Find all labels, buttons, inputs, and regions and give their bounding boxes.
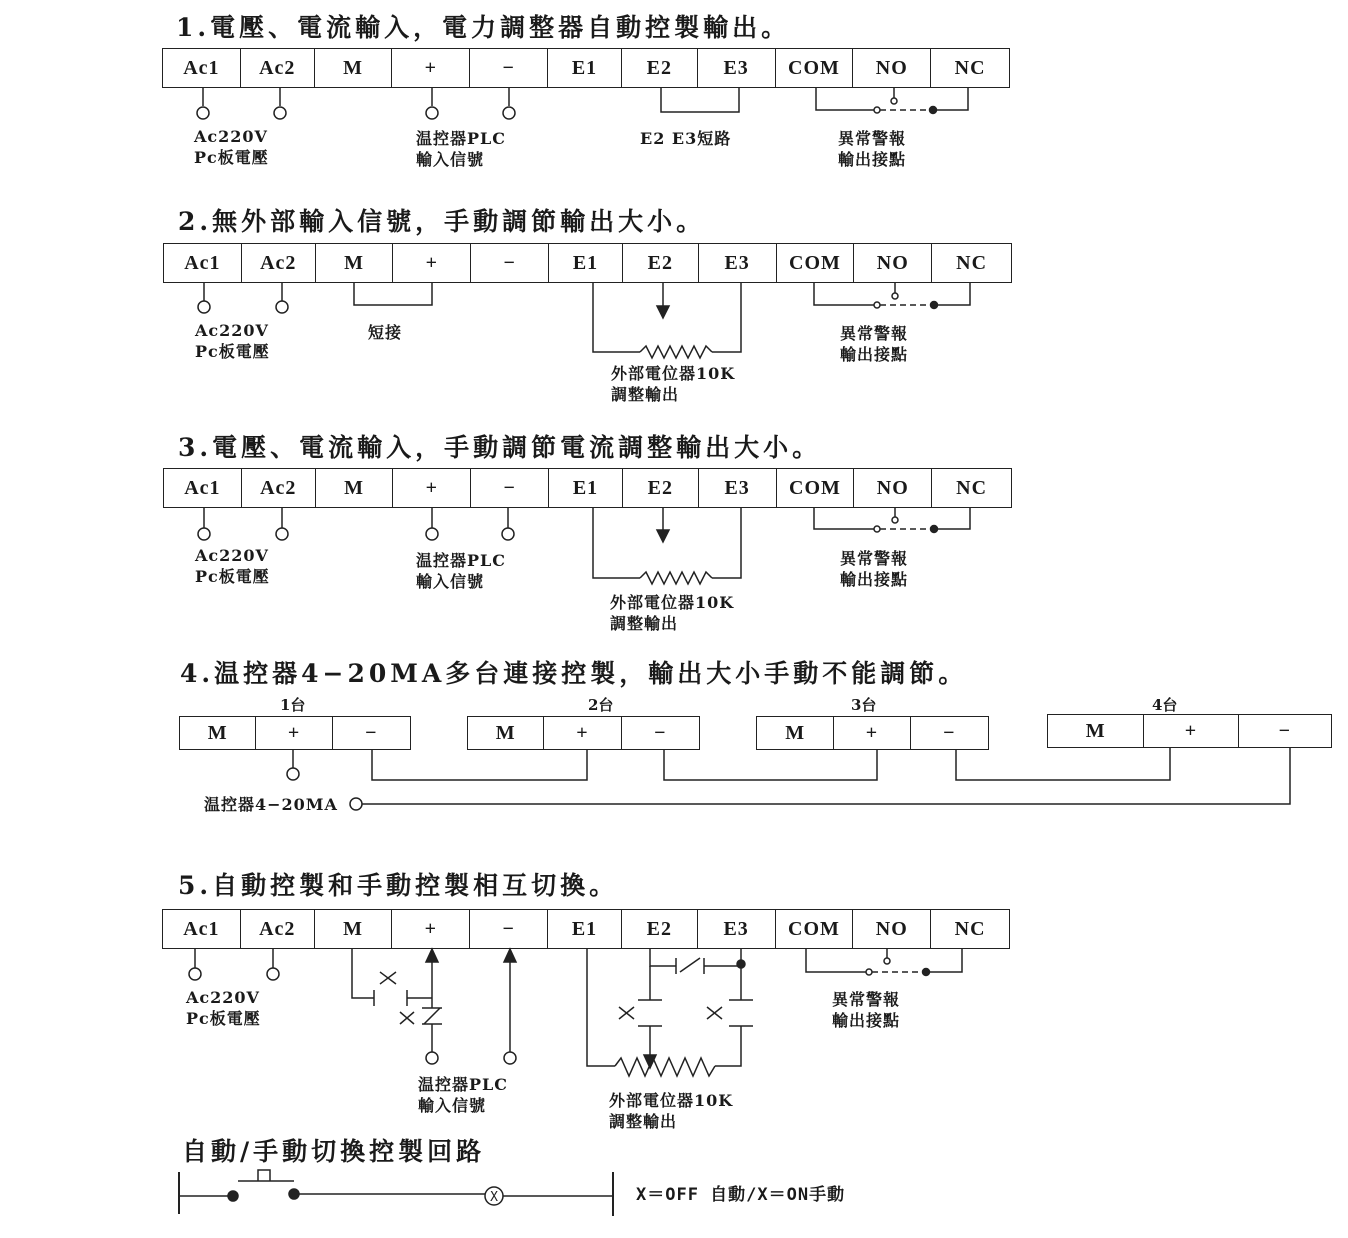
terminal-e1: E1 [548,910,622,948]
terminal-e3: E3 [698,49,776,87]
note-potentiometer: 外部電位器10K 調整輸出 [611,364,736,404]
unit-3-label: 3台 [851,696,877,714]
terminal-plus: + [256,717,332,749]
note-short: 短接 [368,323,403,342]
terminal-m: M [1048,715,1144,747]
section-1-title: 1.電壓、電流輸入，電力調整器自動控製輸出。 [176,13,791,42]
terminal-ac2: Ac2 [241,910,315,948]
terminal-e1: E1 [549,469,623,507]
section-2-wiring [198,283,970,358]
terminal-ac2: Ac2 [241,49,315,87]
terminal-m: M [316,469,394,507]
terminal-e3: E3 [698,910,776,948]
terminal-no: NO [853,49,931,87]
relay-x-label: X [490,1190,498,1205]
terminal-e3: E3 [699,244,777,282]
terminal-ac1: Ac1 [163,49,241,87]
terminal-minus: − [471,244,549,282]
unit-1-label: 1台 [280,696,306,714]
terminal-minus: − [470,49,548,87]
terminal-nc: NC [954,917,986,940]
note-power: Ac220V Pc板電壓 [186,988,261,1028]
terminal-nc: NC [956,476,988,499]
terminal-plus: + [1144,715,1238,747]
terminal-m: M [315,49,393,87]
terminal-minus: − [943,721,956,744]
note-alarm-output: 異常警報 輸出接點 [832,990,901,1030]
terminal-plus: + [544,717,621,749]
note-alarm-output: 異常警報 輸出接點 [840,549,909,589]
note-power: Ac220V Pc板電壓 [195,321,270,361]
section-4-wiring [287,748,1290,810]
terminal-e2: E2 [622,910,698,948]
switching-circuit [179,1170,613,1216]
terminal-com: COM [776,910,854,948]
note-plc-input: 温控器PLC 輸入信號 [416,129,507,169]
terminal-no: NO [854,244,932,282]
terminal-nc: NC [956,251,988,274]
note-power: Ac220V Pc板電壓 [194,127,269,167]
note-power: Ac220V Pc板電壓 [195,546,270,586]
unit-4-label: 4台 [1152,696,1178,714]
note-alarm-output: 異常警報 輸出接點 [840,324,909,364]
terminal-e1: E1 [548,49,622,87]
terminal-e3: E3 [699,469,777,507]
terminal-minus: − [654,721,667,744]
section-5-title: 5.自動控製和手動控製相互切換。 [178,871,619,900]
terminal-m: M [757,717,834,749]
terminal-ac2: Ac2 [242,469,316,507]
terminal-com: COM [776,49,854,87]
terminal-plus: + [392,49,470,87]
section-4-title: 4.温控器4−20MA多台連接控製，輸出大小手動不能調節。 [180,659,968,688]
section-3-title: 3.電壓、電流輸入，手動調節電流調整輸出大小。 [178,433,822,462]
terminal-minus: − [470,910,548,948]
terminal-m: M [180,717,256,749]
terminal-e2: E2 [623,469,699,507]
terminal-ac1: Ac1 [164,244,242,282]
note-plc-input: 温控器PLC 輸入信號 [418,1075,509,1115]
terminal-ac1: Ac1 [164,469,242,507]
terminal-nc: NC [954,56,986,79]
section-1-wiring [197,88,968,119]
note-potentiometer: 外部電位器10K 調整輸出 [609,1091,734,1131]
terminal-no: NO [854,469,932,507]
terminal-no: NO [853,910,931,948]
terminal-ac2: Ac2 [242,244,316,282]
note-alarm-output: 異常警報 輸出接點 [838,129,907,169]
terminal-ac1: Ac1 [163,910,241,948]
unit-2-label: 2台 [588,696,614,714]
note-plc-input: 温控器PLC 輸入信號 [416,551,507,591]
terminal-plus: + [393,469,471,507]
note-e2-e3-short: E2 E3短路 [640,129,732,148]
section-5-wiring [189,949,962,1076]
terminal-plus: + [834,717,910,749]
circuit-title: 自動/手動切換控製回路 [182,1137,486,1166]
section-3-wiring [198,508,970,584]
terminal-minus: − [1278,719,1292,742]
terminal-plus: + [393,244,471,282]
terminal-e2: E2 [622,49,698,87]
terminal-com: COM [777,469,855,507]
terminal-e2: E2 [623,244,699,282]
terminal-plus: + [392,910,470,948]
section-2-title: 2.無外部輸入信號，手動調節輸出大小。 [178,207,706,236]
terminal-minus: − [365,721,378,744]
terminal-m: M [315,910,393,948]
terminal-minus: − [471,469,549,507]
circuit-legend: X＝OFF 自動/X＝ON手動 [636,1185,846,1205]
note-potentiometer: 外部電位器10K 調整輸出 [610,593,735,633]
terminal-e1: E1 [549,244,623,282]
terminal-m: M [316,244,394,282]
terminal-com: COM [777,244,855,282]
note-4-20ma-source: 温控器4−20MA [204,795,338,814]
terminal-m: M [468,717,544,749]
